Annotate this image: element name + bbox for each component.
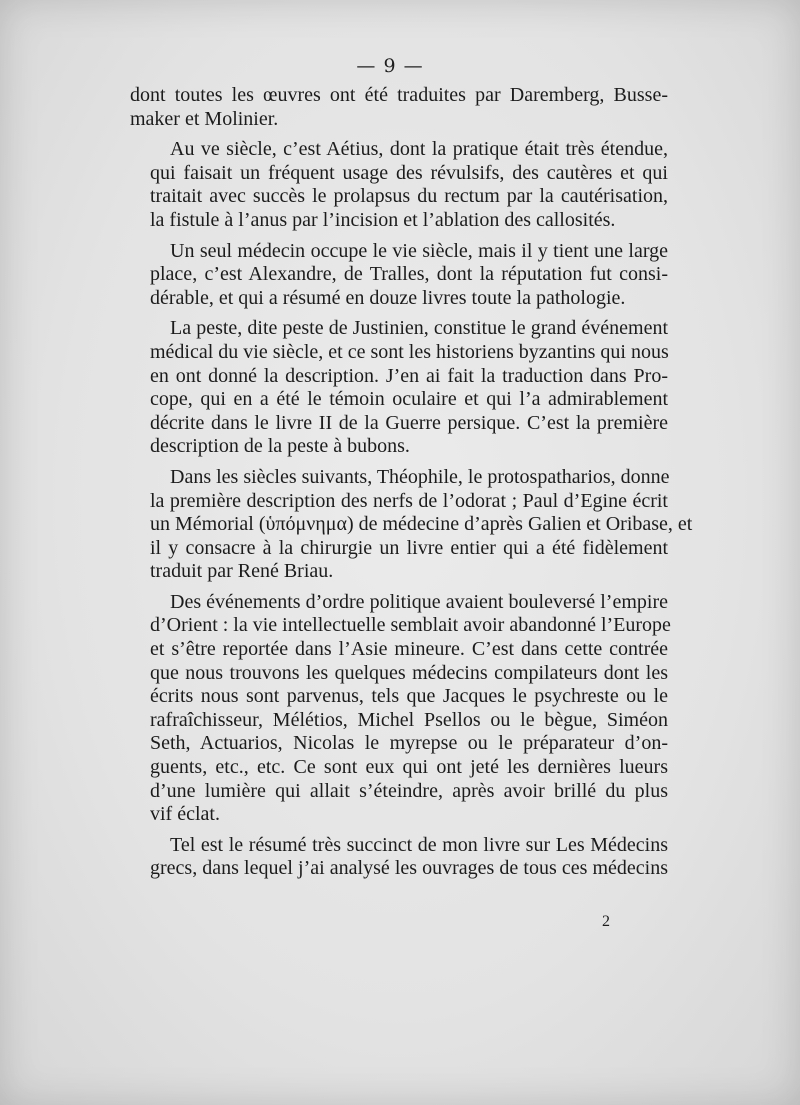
text-line: rafraîchisseur, Mélétios, Michel Psellos ou le bègue, Siméon [150,708,668,731]
text-line: Au ve siècle, c’est Aétius, dont la pratique était très étendue, [170,138,668,161]
text-line: en ont donné la description. J’en ai fait la traduction dans Pro- [150,364,668,387]
text-line: place, c’est Alexandre, de Tralles, dont la réputation fut consi- [150,263,668,286]
text-line: et s’être reportée dans l’Asie mineure. C’est dans cette contrée [150,638,668,661]
text-line: un Mémorial (ὑπόμνημα) de médecine d’après Galien et Oribase, et [150,513,693,536]
paragraph-2 [130,138,668,232]
text-line: écrits nous sont parvenus, tels que Jacques le psychreste ou le [150,685,668,708]
text-line: d’Orient : la vie intellectuelle semblait avoir abandonné l’Europe [150,614,671,637]
paragraph-7 [130,834,668,881]
text-line: médical du vie siècle, et ce sont les historiens byzantins qui nous [150,340,669,363]
paragraph-6 [130,590,671,827]
text-line: Des événements d’ordre politique avaient bouleversé l’empire [170,590,668,613]
text-line: traitait avec succès le prolapsus du rectum par la cautérisation, [150,185,668,208]
text-line: Dans les siècles suivants, Théophile, le protospatharios, donne [170,465,670,488]
text-line: guents, etc., etc. Ce sont eux qui ont jeté les dernières lueurs [150,756,668,779]
signature-mark: 2 [602,913,610,930]
text-line: il y consacre à la chirurgie un livre entier qui a été fidèlement [150,536,668,559]
text-line: Seth, Actuarios, Nicolas le myrepse ou le préparateur d’on- [150,732,668,755]
paragraph-3 [130,240,668,311]
text-line: la première description des nerfs de l’odorat ; Paul d’Egine écrit [150,489,668,512]
text-line: que nous trouvons les quelques médecins compilateurs dont les [150,661,668,684]
paragraph-4 [130,317,668,459]
text-line: Un seul médecin occupe le vie siècle, mais il y tient une large [170,239,668,262]
paragraph-5 [130,465,693,584]
paragraph-1 [130,84,668,131]
text-line: d’une lumière qui allait s’éteindre, après avoir brillé du plus [150,779,668,802]
body-text [130,84,693,888]
text-line: cope, qui en a été le témoin oculaire et qui l’a admirablement [150,388,668,411]
text-line: La peste, dite peste de Justinien, constitue le grand événement [170,317,668,340]
text-line: traduit par René Briau. [150,560,334,583]
text-line: description de la peste à bubons. [150,435,410,458]
text-line: la fistule à l’anus par l’incision et l’ablation des callosités. [150,208,616,231]
text-line: maker et Molinier. [130,107,279,130]
text-line: Tel est le résumé très succinct de mon livre sur Les Médecins [170,833,668,856]
text-line: grecs, dans lequel j’ai analysé les ouvrages de tous ces médecins [150,857,668,880]
page-number: — 9 — [356,55,424,77]
text-line: décrite dans le livre II de la Guerre persique. C’est la première [150,411,668,434]
text-line: dont toutes les œuvres ont été traduites par Daremberg, Busse- [130,84,668,106]
text-line: vif éclat. [150,803,220,826]
text-line: qui faisait un fréquent usage des révulsifs, des cautères et qui [150,161,668,184]
text-line: dérable, et qui a résumé en douze livres toute la pathologie. [150,286,626,309]
